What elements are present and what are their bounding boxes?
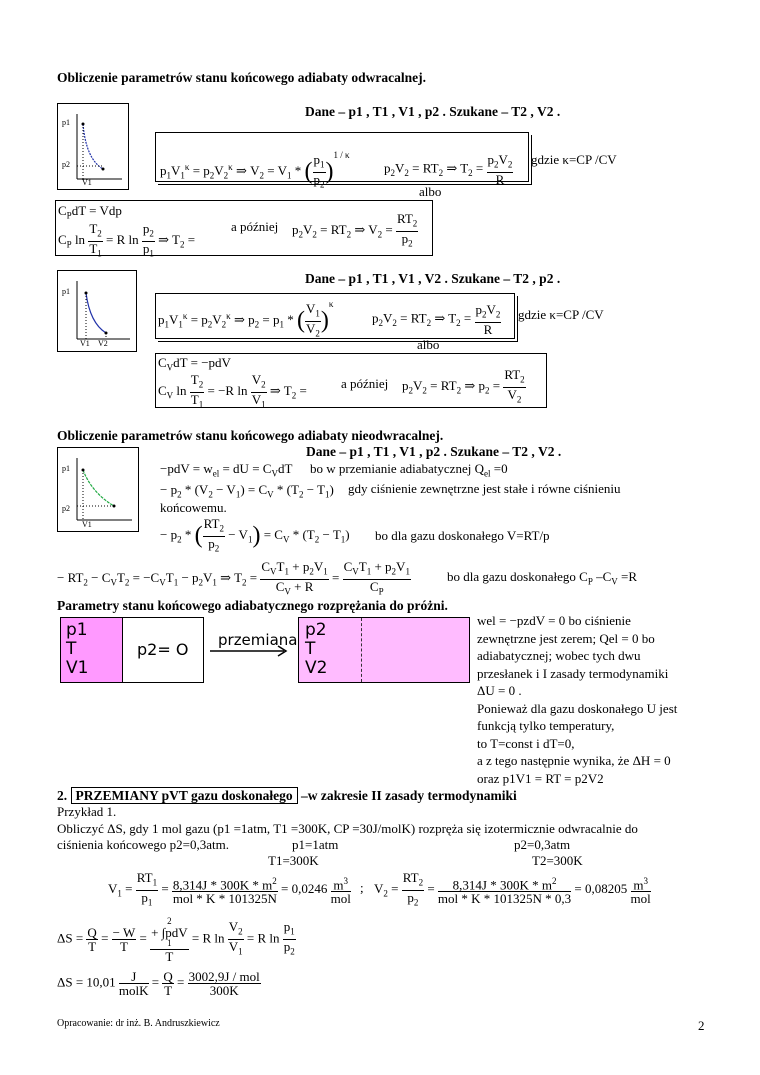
vac-vacuum-box — [122, 617, 204, 683]
vac-mid-label: p2= O — [137, 640, 189, 659]
sec3-l4-txt: bo dla gazu doskonałego $C_P$ $-C_V =R$ — [447, 569, 638, 587]
sec3-l1-eq: $-pdV = w_{el}$ = dU = $C_VdT$ — [160, 461, 293, 479]
sec1-given: Dane – p1 , T1 , V1 , p2 . Szukane – T2 , V2 . — [305, 104, 561, 119]
pv-plot-1 — [57, 103, 129, 190]
sec1-later: a później — [231, 219, 279, 234]
sec3-l2-cont: końcowemu. — [160, 500, 227, 515]
sec2-alt2: $C_V$ ln $\frac{T_2}{T_1}$ = −R ln $\frac{V_2}{V_1}$ ⇒ $T_2$ = — [158, 372, 307, 410]
sec4-ds2-eq: ΔS = 10,01 J molK = $\frac{Q}{T}$ = 3002,9J / mol 300K — [57, 969, 260, 998]
sec4-sep: ; — [360, 880, 364, 895]
vac-line-4: przesłanek i I zasady termodynamiki — [477, 665, 669, 681]
vac-left-t: T — [66, 639, 77, 659]
plot1-v1: V1 — [82, 178, 92, 187]
sec2-given: Dane – p1 , T1 , V1 , V2 . Szukane – T2 , p2 . — [305, 271, 561, 286]
vac-final-divider — [361, 618, 362, 682]
vac-line-5: ΔU = 0 . — [477, 683, 522, 698]
heading-adiabat-irreversible: Obliczenie parametrów stanu końcowego adiabaty nieodwracalnej. — [57, 428, 444, 443]
vac-line-1: wel = −pzdV = 0 bo ciśnienie — [477, 613, 631, 628]
sec4-p2: p2=0,3atm — [514, 837, 571, 852]
sec4-task1: Obliczyć ΔS, gdy 1 mol gazu (p1 =1atm, T1 =300K, CP =30J/molK) rozpręża się izotermicznie odwracalnie do — [57, 821, 638, 836]
plot3-p1: p1 — [62, 464, 70, 473]
sec3-l3-eq: − $p_2$ * ( $\frac{RT_2}{p_2}$ − $V_1) = C_V * (T_2 - T_1)$ — [160, 516, 350, 554]
vac-right-v: V2 — [305, 658, 328, 678]
vac-final-state-box — [298, 617, 470, 683]
vac-right-p: p2 — [305, 620, 327, 640]
vac-arrow-label: przemiana — [218, 631, 298, 649]
vac-line-2: zewnętrzne jest zerem; Qel = 0 bo — [477, 630, 655, 646]
pv-plot-1-svg — [58, 104, 128, 189]
plot3-p2: p2 — [62, 504, 70, 513]
sec4-t1: T1=300K — [268, 853, 319, 868]
vac-line-7: funkcją tylko temperatury, — [477, 718, 615, 733]
sec4-v1-eq: $V_1$ = $\frac{RT_1}{p_1}$ = $8,314J * 300K * m^2$ mol * K * 101325N = 0,0246 $m^3$ mol — [108, 870, 351, 908]
pv-plot-3-svg — [58, 448, 138, 531]
sec4-title — [57, 788, 517, 804]
vac-line-3: adiabatycznej; wobec tych dwu — [477, 648, 641, 663]
heading-vacuum-expansion: Parametry stanu końcowego adiabatycznego rozprężania do próżni. — [57, 598, 448, 613]
vac-arrow-icon — [208, 645, 293, 657]
vac-line-6: Ponieważ dla gazu doskonałego U jest — [477, 700, 678, 716]
sec2-later: a później — [341, 376, 389, 391]
vac-left-p: p1 — [66, 620, 88, 640]
vac-explanation — [477, 612, 717, 787]
sec2-eq-gas: $p_2V_2 = RT_2$ ⇒ $T_2$ = $\frac{p_2V_2}{R}$ — [372, 302, 501, 337]
sec2-alt1: $C_VdT = -pdV$ — [158, 355, 231, 373]
sec1-eq-gas: $p_2V_2 = RT_2$ ⇒ $T_2$ = $\frac{p_2V_2}{R}$ — [384, 152, 513, 187]
sec1-where: gdzie κ=CP /CV — [531, 152, 617, 167]
pv-plot-2 — [57, 270, 137, 352]
sec3-l2-txt: gdy ciśnienie zewnętrzne jest stałe i równe ciśnieniu — [348, 481, 621, 496]
vac-right-t: T — [305, 639, 316, 659]
sec4-title-box: PRZEMIANY pVT gazu doskonałego — [71, 787, 298, 804]
plot2-v1: V1 — [80, 339, 90, 348]
sec1-alt1: $C_PdT$ = Vdp — [58, 203, 122, 221]
sec3-l4-eq: − $RT_2 - C_VT_2 = -C_VT_1 - p_2V_1$ ⇒ $T_2$ = $C_VT_1 + p_2V_1$ $C_V + R$ = $C_VT_1 + p_2V_1$ $C_P$ — [57, 559, 410, 597]
sec3-l2-eq: − $p_2 * (V_2 - V_1) = C_V * (T_2 - T_1)$ — [160, 482, 334, 500]
sec2-later-eq: $p_2V_2 = RT_2$ ⇒ $p_2$ = $\frac{RT_2}{V_2}$ — [402, 367, 525, 405]
sec4-v2-eq: $V_2$ = $\frac{RT_2}{p_2}$ = $8,314J * 300K * m^2$ mol * K * 101325N * 0,3 = 0,08205 $m^3$ mol — [374, 870, 651, 908]
footer-author: Opracowanie: dr inż. B. Andruszkiewicz — [57, 1018, 220, 1029]
sec4-p1: p1=1atm — [292, 837, 339, 852]
sec3-l1-txt: bo w przemianie adiabatycznej $Q_{el} =0$ — [310, 461, 508, 479]
sec3-given: Dane – p1 , T1 , V1 , p2 . Szukane – T2 , V2 . — [306, 444, 562, 459]
sec1-eq-main: $p_1V_1^\kappa = p_2V_2^\kappa$ ⇒ $V_2 = V_1$ * ( $\frac{p_1}{p_2}$ )$^{1 / \kappa}$ — [160, 149, 350, 190]
pv-plot-2-svg — [58, 271, 136, 351]
sec4-ds1-eq: ΔS = $\frac{Q}{T}$ = $\frac{- W}{T}$ = 2 + ∫pdV 1 T = R ln $\frac{V_2}{V_1}$ = R ln $\frac{p_1}{p_2}$ — [57, 916, 295, 964]
sec2-or: albo — [417, 337, 440, 352]
sec4-example: Przykład 1. — [57, 804, 117, 819]
vac-line-10: oraz p1V1 = RT = p2V2 — [477, 770, 604, 786]
plot1-p1: p1 — [62, 118, 70, 127]
sec4-num: 2. — [57, 788, 68, 803]
sec2-eq-main: $p_1V_1^\kappa = p_2V_2^\kappa$ ⇒ $p_2 = p_1$ * ( $\frac{V_1}{V_2}$ )$^\kappa$ — [158, 298, 334, 339]
vac-left-v: V1 — [66, 658, 89, 678]
sec3-l3-txt: bo dla gazu doskonałego V=RT/p — [375, 528, 550, 543]
sec1-or: albo — [419, 184, 442, 199]
sec1-alt2: $C_P$ ln $\frac{T_2}{T_1}$ = R ln $\frac{p_2}{p_1}$ ⇒ $T_2$ = — [58, 221, 196, 259]
plot3-v1: V1 — [82, 520, 92, 529]
sec4-title-rest: –w zakresie II zasady termodynamiki — [301, 788, 517, 803]
vac-line-9: a z tego następnie wynika, że ΔH = 0 — [477, 753, 671, 768]
plot2-p1: p1 — [62, 287, 70, 296]
page-number: 2 — [698, 1018, 705, 1033]
vac-initial-state-box — [60, 617, 124, 683]
pv-plot-3 — [57, 447, 139, 532]
sec1-later-eq: $p_2V_2 = RT_2$ ⇒ $V_2$ = $\frac{RT_2}{p_2}$ — [292, 211, 418, 249]
vac-line-8: to T=const i dT=0, — [477, 735, 575, 751]
heading-adiabat-reversible: Obliczenie parametrów stanu końcowego adiabaty odwracalnej. — [57, 70, 426, 85]
sec2-where: gdzie κ=CP /CV — [518, 307, 604, 322]
sec4-t2: T2=300K — [532, 853, 583, 868]
plot1-p2: p2 — [62, 160, 70, 169]
sec4-task2: ciśnienia końcowego p2=0,3atm. — [57, 837, 229, 852]
plot2-v2: V2 — [98, 339, 108, 348]
